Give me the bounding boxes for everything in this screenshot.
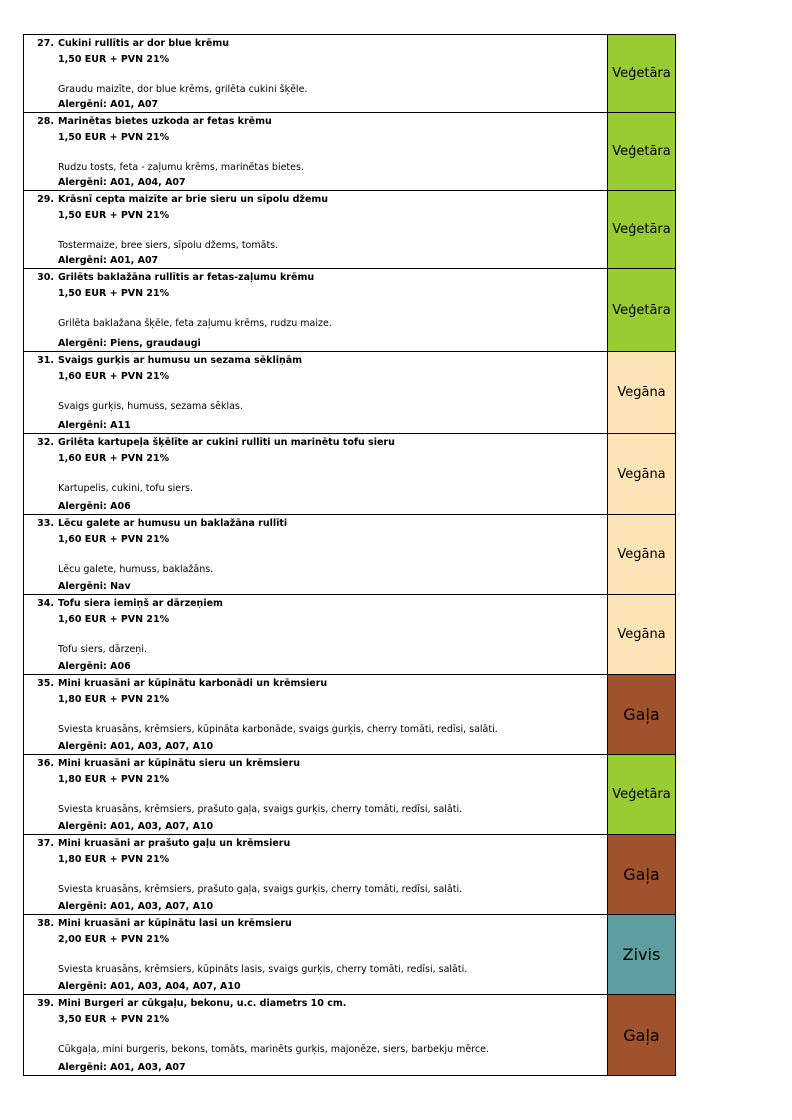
category-cell (607, 515, 675, 594)
category-cell (607, 35, 675, 112)
item-details-cell (24, 995, 607, 1075)
item-allergens: Alergēni: A01, A03, A07, A10 (58, 821, 214, 832)
item-number: 37. (37, 838, 54, 849)
category-cell (607, 434, 675, 514)
item-number: 39. (37, 998, 54, 1009)
item-description: Tofu siers, dārzeņi. (58, 644, 147, 655)
menu-item-row (24, 191, 675, 269)
item-title: Mini kruasāni ar kūpinātu sieru un krēmsieru (58, 758, 301, 769)
category-cell (607, 191, 675, 268)
item-description: Grilēta baklažana šķēle, feta zaļumu krēms, rudzu maize. (58, 318, 332, 329)
item-title: Grilēta kartupeļa šķēlīte ar cukini rullīti un marinētu tofu sieru (58, 437, 395, 448)
item-description: Sviesta kruasāns, krēmsiers, prašuto gaļa, svaigs gurķis, cherry tomāti, redīsi, salāti. (58, 804, 463, 815)
menu-item-row (24, 755, 675, 835)
category-cell (607, 675, 675, 754)
item-price: 1,60 EUR + PVN 21% (58, 534, 170, 545)
item-header (24, 193, 607, 206)
item-details-cell (24, 352, 607, 433)
item-details-cell (24, 35, 607, 112)
category-cell (607, 113, 675, 190)
category-label: Vegāna (617, 627, 666, 642)
item-allergens: Alergēni: A01, A03, A07, A10 (58, 741, 214, 752)
category-cell (607, 915, 675, 994)
item-price: 1,80 EUR + PVN 21% (58, 774, 170, 785)
category-label: Veģetāra (612, 66, 671, 81)
item-header (24, 757, 607, 770)
item-number: 35. (37, 678, 54, 689)
item-price: 1,80 EUR + PVN 21% (58, 694, 170, 705)
item-header (24, 271, 607, 284)
category-label: Gaļa (623, 705, 660, 724)
item-details-cell (24, 434, 607, 514)
menu-table (23, 34, 676, 1076)
item-allergens: Alergēni: A06 (58, 661, 131, 672)
item-number: 29. (37, 194, 54, 205)
category-cell (607, 995, 675, 1075)
item-header (24, 115, 607, 128)
item-details-cell (24, 515, 607, 594)
item-number: 38. (37, 918, 54, 929)
item-allergens: Alergēni: A06 (58, 501, 131, 512)
item-header (24, 597, 607, 610)
menu-item-row (24, 113, 675, 191)
item-description: Rudzu tosts, feta - zaļumu krēms, marinētas bietes. (58, 162, 304, 173)
item-details-cell (24, 755, 607, 834)
item-details-cell (24, 269, 607, 351)
menu-item-row (24, 35, 675, 113)
category-label: Veģetāra (612, 302, 671, 318)
item-details-cell (24, 191, 607, 268)
category-label: Gaļa (623, 865, 660, 884)
menu-item-row (24, 995, 675, 1075)
item-price: 1,50 EUR + PVN 21% (58, 54, 170, 65)
item-details-cell (24, 595, 607, 674)
item-allergens: Alergēni: Nav (58, 581, 131, 592)
item-description: Lēcu galete, humuss, baklažāns. (58, 564, 214, 575)
item-header (24, 677, 607, 690)
item-description: Graudu maizīte, dor blue krēms, grilēta cukini šķēle. (58, 84, 308, 95)
item-allergens: Alergēni: A01, A03, A07, A10 (58, 901, 214, 912)
item-number: 34. (37, 598, 54, 609)
item-price: 1,50 EUR + PVN 21% (58, 132, 170, 143)
menu-item-row (24, 352, 675, 434)
category-cell (607, 835, 675, 914)
item-description: Svaigs gurķis, humuss, sezama sēklas. (58, 401, 243, 412)
category-label: Vegāna (617, 466, 666, 482)
menu-item-row (24, 269, 675, 352)
item-details-cell (24, 675, 607, 754)
menu-item-row (24, 434, 675, 515)
item-price: 1,60 EUR + PVN 21% (58, 614, 170, 625)
item-number: 30. (37, 272, 54, 283)
item-allergens: Alergēni: A11 (58, 420, 131, 431)
item-price: 1,50 EUR + PVN 21% (58, 210, 170, 221)
item-description: Tostermaize, bree siers, sīpolu džems, tomāts. (58, 240, 279, 251)
item-header (24, 917, 607, 930)
item-header (24, 997, 607, 1010)
item-details-cell (24, 915, 607, 994)
item-allergens: Alergēni: A01, A07 (58, 255, 159, 266)
item-price: 3,50 EUR + PVN 21% (58, 1014, 170, 1025)
item-allergens: Alergēni: A01, A07 (58, 99, 159, 110)
category-cell (607, 595, 675, 674)
item-title: Svaigs gurķis ar humusu un sezama sēkliņām (58, 355, 303, 366)
item-price: 1,60 EUR + PVN 21% (58, 371, 170, 382)
menu-item-row (24, 595, 675, 675)
menu-item-row (24, 675, 675, 755)
category-label: Vegāna (617, 547, 666, 562)
item-price: 1,60 EUR + PVN 21% (58, 453, 170, 464)
item-header (24, 37, 607, 50)
item-description: Cūkgaļa, mini burgeris, bekons, tomāts, marinēts gurķis, majonēze, siers, barbekju mērce. (58, 1044, 490, 1055)
item-description: Sviesta kruasāns, krēmsiers, prašuto gaļa, svaigs gurķis, cherry tomāti, redīsi, salāti. (58, 884, 463, 895)
item-price: 2,00 EUR + PVN 21% (58, 934, 170, 945)
menu-item-row (24, 915, 675, 995)
item-header (24, 436, 607, 449)
item-number: 31. (37, 355, 54, 366)
item-details-cell (24, 113, 607, 190)
category-cell (607, 269, 675, 351)
item-title: Cukini rullītis ar dor blue krēmu (58, 38, 230, 49)
item-allergens: Alergēni: A01, A03, A04, A07, A10 (58, 981, 241, 992)
menu-item-row (24, 515, 675, 595)
item-description: Sviesta kruasāns, krēmsiers, kūpināta karbonāde, svaigs gurķis, cherry tomāti, redīsi, salāti. (58, 724, 498, 735)
item-details-cell (24, 835, 607, 914)
item-title: Lēcu galete ar humusu un baklažāna rullīti (58, 518, 288, 529)
category-label: Veģetāra (612, 222, 671, 237)
item-header (24, 517, 607, 530)
item-number: 36. (37, 758, 54, 769)
item-title: Grilēts baklažāna rullītis ar fetas-zaļumu krēmu (58, 272, 315, 283)
item-header (24, 837, 607, 850)
item-allergens: Alergēni: Piens, graudaugi (58, 338, 201, 349)
item-title: Krāsnī cepta maizīte ar brie sieru un sīpolu džemu (58, 194, 329, 205)
item-description: Kartupelis, cukini, tofu siers. (58, 483, 193, 494)
item-number: 32. (37, 437, 54, 448)
item-description: Sviesta kruasāns, krēmsiers, kūpināts lasis, svaigs gurķis, cherry tomāti, redīsi, salāti. (58, 964, 468, 975)
category-label: Veģetāra (612, 144, 671, 159)
item-number: 27. (37, 38, 54, 49)
category-cell (607, 755, 675, 834)
item-title: Tofu siera iemiņš ar dārzeņiem (58, 598, 223, 609)
item-price: 1,50 EUR + PVN 21% (58, 288, 170, 299)
item-allergens: Alergēni: A01, A03, A07 (58, 1062, 186, 1073)
category-label: Zivis (622, 945, 661, 964)
item-title: Mini kruasāni ar kūpinātu karbonādi un krēmsieru (58, 678, 328, 689)
category-label: Veģetāra (612, 787, 671, 802)
item-allergens: Alergēni: A01, A04, A07 (58, 177, 186, 188)
item-price: 1,80 EUR + PVN 21% (58, 854, 170, 865)
item-title: Marinētas bietes uzkoda ar fetas krēmu (58, 116, 272, 127)
item-header (24, 354, 607, 367)
menu-item-row (24, 835, 675, 915)
item-title: Mini kruasāni ar kūpinātu lasi un krēmsieru (58, 918, 292, 929)
item-number: 28. (37, 116, 54, 127)
category-label: Gaļa (623, 1025, 660, 1045)
category-label: Vegāna (617, 385, 666, 400)
category-cell (607, 352, 675, 433)
item-number: 33. (37, 518, 54, 529)
item-title: Mini Burgeri ar cūkgaļu, bekonu, u.c. diametrs 10 cm. (58, 998, 347, 1009)
item-title: Mini kruasāni ar prašuto gaļu un krēmsieru (58, 838, 291, 849)
